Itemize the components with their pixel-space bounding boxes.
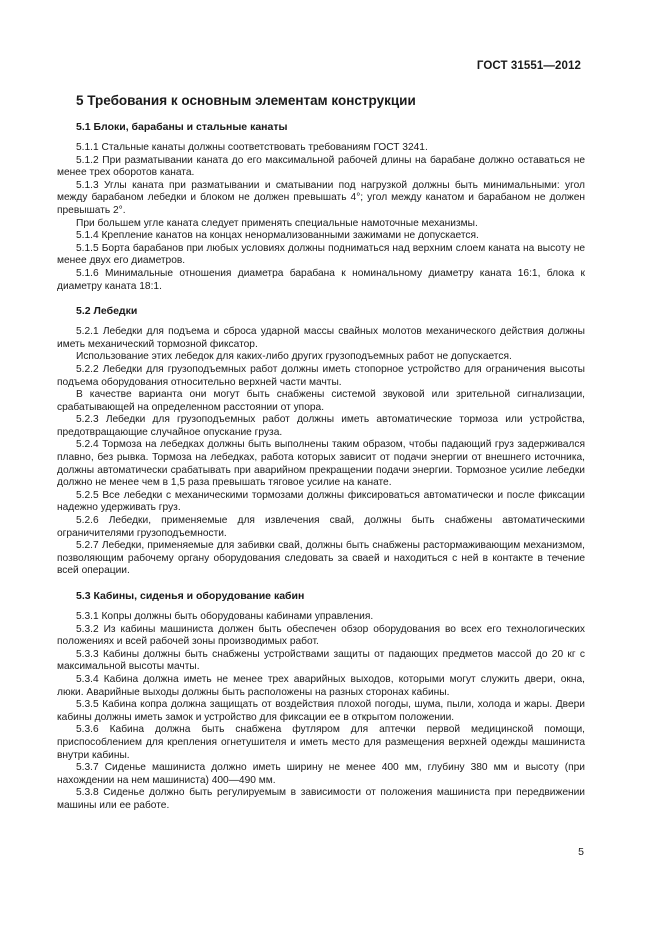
paragraph: 5.2.2 Лебедки для грузоподъемных работ должны иметь стопорное устройство для ограничения высоты подъема оборудования относительно верхней части мачты. — [57, 363, 585, 388]
paragraph: 5.1.6 Минимальные отношения диаметра барабана к номинальному диаметру каната 16:1, блока к диаметру каната 18:1. — [57, 267, 585, 292]
paragraph: 5.3.4 Кабина должна иметь не менее трех аварийных выходов, которыми могут служить двери, окна, люки. Аварийные выходы должны быть расположены на разных сторонах кабины. — [57, 673, 585, 698]
paragraph: 5.1.1 Стальные канаты должны соответствовать требованиям ГОСТ 3241. — [76, 142, 428, 153]
paragraph: 5.2.5 Все лебедки с механическими тормозами должны фиксироваться автоматически и после фиксации надежно удерживать груз. — [57, 489, 585, 514]
paragraph: 5.3.2 Из кабины машиниста должен быть обеспечен обзор оборудования во всех его технологических положениях и всей рабочей зоны производимых работ. — [57, 623, 585, 648]
section-title: 5.1 Блоки, барабаны и стальные канаты — [76, 121, 288, 133]
paragraph: 5.2.4 Тормоза на лебедках должны быть выполнены таким образом, чтобы падающий груз задерживался плавно, без рывка. Тормоза на лебедках, работа которых зависит от подачи энергии от внешнего источника, должны автоматически срабатывать при аварийном прекращении подачи энергии. Тормозное усилие лебедки должно не менее чем в 1,5 раза превышать тяговое усилие на канате. — [57, 439, 585, 489]
paragraph: 5.2.6 Лебедки, применяемые для извлечения свай, должны быть снабжены автоматическими ограничителями грузоподъемности. — [57, 515, 585, 539]
paragraph: 5.3.8 Сиденье должно быть регулируемым в зависимости от положения машиниста при передвижении машины или ее работе. — [57, 787, 585, 811]
paragraph: 5.1.5 Борта барабанов при любых условиях должны подниматься над верхним слоем каната на высоту не менее двух его диаметров. — [57, 242, 585, 267]
document-code: ГОСТ 31551—2012 — [476, 60, 581, 72]
paragraph: 5.1.3 Углы каната при разматывании и сматывании под нагрузкой должны быть минимальными: угол между барабаном лебедки и блоком не должен превышать 4°; угол между канатом и барабаном не должен превышать 2°. — [57, 179, 585, 216]
paragraph: 5.1.4 Крепление канатов на концах ненормализованными зажимами не допускается. — [76, 230, 479, 242]
paragraph: 5.3.3 Кабины должны быть снабжены устройствами защиты от падающих предметов массой до 20 кг с максимальной высоты мачты. — [57, 648, 585, 673]
section-5-2 — [57, 305, 585, 578]
document-content — [57, 92, 585, 825]
paragraph: 5.3.6 Кабина должна быть снабжена футляром для аптечки первой медицинской помощи, приспособлением для крепления огнетушителя и иметь место для размещения верхней одежды машиниста внутри кабины. — [57, 724, 585, 761]
paragraph: 5.2.3 Лебедки для грузоподъемных работ должны иметь автоматические тормоза или устройства, предотвращающие случайное опускание груза. — [57, 414, 585, 438]
paragraph: 5.2.7 Лебедки, применяемые для забивки свай, должны быть снабжены растормаживающим механизмом, позволяющим рабочему органу оборудования следовать за сваей и находиться с ней в контакте в течение всей операции. — [57, 540, 585, 577]
section-5-3 — [57, 590, 585, 813]
page-number: 5 — [578, 846, 584, 858]
paragraph: При большем угле каната следует применять специальные намоточные механизмы. — [76, 217, 478, 229]
paragraph: 5.3.5 Кабина копра должна защищать от воздействия плохой погоды, шума, пыли, холода и жары. Двери кабины должны иметь замок и устройство для фиксации ее в открытом положении. — [57, 699, 585, 723]
section-title: 5.3 Кабины, сиденья и оборудование кабин — [76, 590, 305, 602]
paragraph: 5.3.7 Сиденье машиниста должно иметь ширину не менее 400 мм, глубину 380 мм и высоту (при нахождении на нем машиниста) 400—490 мм. — [57, 762, 585, 786]
section-title: 5.2 Лебедки — [76, 305, 138, 318]
paragraph: 5.1.2 При разматывании каната до его максимальной рабочей длины на барабане должно оставаться не менее трех оборотов каната. — [57, 154, 585, 179]
section-5-1 — [57, 121, 585, 293]
paragraph: 5.2.1 Лебедки для подъема и сброса ударной массы свайных молотов механического действия должны иметь механический тормозной фиксатор. — [57, 326, 585, 350]
chapter-heading: 5 Требования к основным элементам конструкции — [76, 93, 416, 108]
paragraph: 5.3.1 Копры должны быть оборудованы кабинами управления. — [76, 611, 374, 622]
paragraph: В качестве варианта они могут быть снабжены системой звуковой или зрительной сигнализации, срабатывающей на определенном расстоянии от упора. — [57, 389, 585, 413]
paragraph: Использование этих лебедок для каких-либо других грузоподъемных работ не допускается. — [76, 351, 512, 363]
